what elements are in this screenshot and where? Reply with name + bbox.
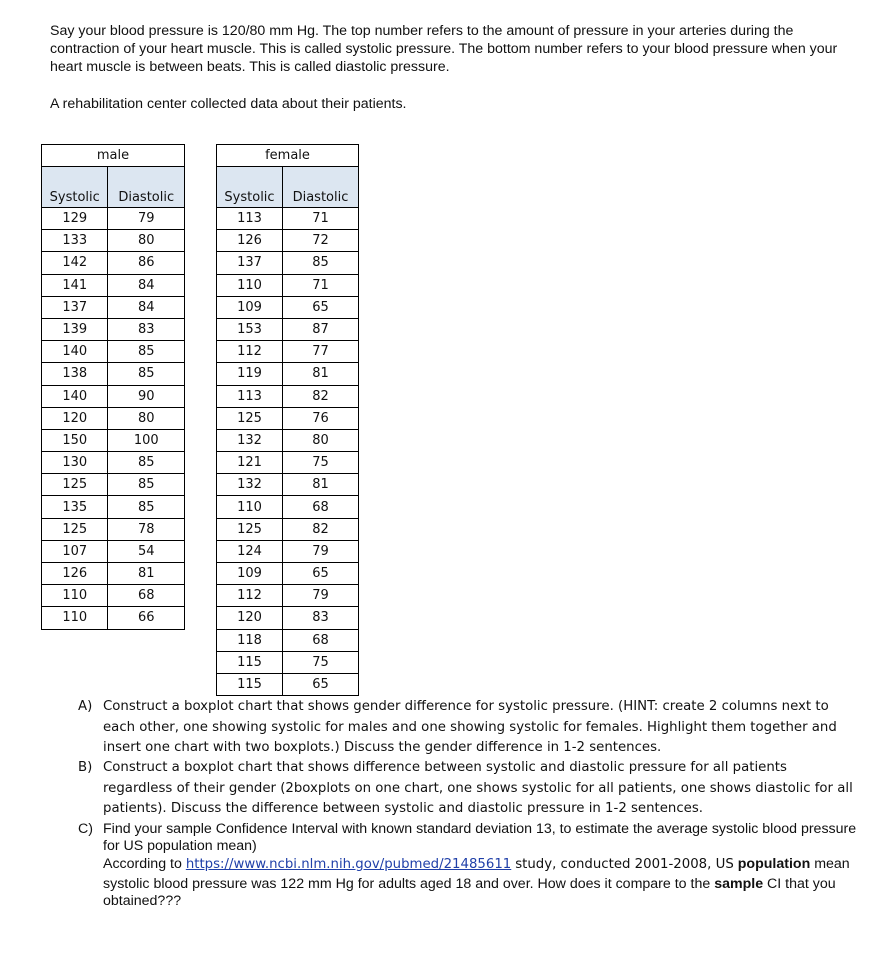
female-table-row — [217, 208, 359, 230]
female-table-row — [217, 607, 359, 629]
context-paragraph: A rehabilitation center collected data about their patients. — [50, 96, 407, 112]
question-c-bold-sample: sample — [714, 875, 764, 892]
male-diastolic-cell: 84 — [108, 274, 185, 296]
female-table-body — [217, 208, 359, 696]
question-c-end: CI that you obtained??? — [103, 875, 836, 909]
question-c-text: Find your sample Confidence Interval with known standard deviation 13, to estimate the average systolic blood pressure for US population mean) — [103, 821, 857, 854]
female-diastolic-cell: 65 — [283, 673, 359, 695]
female-diastolic-cell: 85 — [283, 252, 359, 274]
female-table-row — [217, 385, 359, 407]
male-diastolic-cell: 80 — [108, 230, 185, 252]
female-table-row — [217, 563, 359, 585]
question-a — [78, 697, 858, 757]
male-diastolic-cell: 80 — [108, 407, 185, 429]
male-systolic-cell: 129 — [42, 208, 108, 230]
question-a-marker: A) — [78, 699, 93, 714]
male-table-row — [42, 318, 185, 340]
female-systolic-cell: 113 — [217, 208, 283, 230]
male-table-row — [42, 518, 185, 540]
female-diastolic-cell: 72 — [283, 230, 359, 252]
male-systolic-cell: 150 — [42, 429, 108, 451]
male-diastolic-cell: 85 — [108, 452, 185, 474]
male-systolic-cell: 130 — [42, 452, 108, 474]
female-table-row — [217, 318, 359, 340]
question-a-text: Construct a boxplot chart that shows gender difference for systolic pressure. (HINT: create 2 columns next to each other, one showing systolic for males and one showing systolic for females. Highlight them together and insert one chart with two boxplots.) Discuss the gender difference in 1-2 sentences. — [103, 699, 837, 755]
male-table-row — [42, 563, 185, 585]
female-table-row — [217, 230, 359, 252]
male-systolic-cell: 126 — [42, 563, 108, 585]
female-diastolic-cell: 71 — [283, 208, 359, 230]
male-diastolic-cell: 100 — [108, 429, 185, 451]
question-list — [78, 697, 858, 910]
female-systolic-cell: 125 — [217, 407, 283, 429]
female-diastolic-cell: 75 — [283, 452, 359, 474]
male-diastolic-cell: 84 — [108, 296, 185, 318]
male-table-row — [42, 474, 185, 496]
male-table-row — [42, 407, 185, 429]
male-systolic-cell: 125 — [42, 518, 108, 540]
female-table-row — [217, 363, 359, 385]
male-diastolic-cell: 81 — [108, 563, 185, 585]
female-table-row — [217, 341, 359, 363]
female-systolic-cell: 109 — [217, 296, 283, 318]
male-diastolic-cell: 68 — [108, 585, 185, 607]
female-systolic-cell: 113 — [217, 385, 283, 407]
female-diastolic-cell: 75 — [283, 651, 359, 673]
male-title: male — [42, 145, 185, 167]
female-table-row — [217, 474, 359, 496]
female-diastolic-cell: 82 — [283, 385, 359, 407]
male-systolic-cell: 140 — [42, 385, 108, 407]
female-systolic-cell: 132 — [217, 474, 283, 496]
female-table-row — [217, 296, 359, 318]
male-diastolic-cell: 90 — [108, 385, 185, 407]
female-systolic-cell: 115 — [217, 673, 283, 695]
male-table-row — [42, 208, 185, 230]
male-table-row — [42, 363, 185, 385]
male-table-row — [42, 540, 185, 562]
male-table-body — [42, 208, 185, 630]
male-table-row — [42, 496, 185, 518]
female-table-row — [217, 496, 359, 518]
female-diastolic-cell: 68 — [283, 629, 359, 651]
male-table-row — [42, 385, 185, 407]
male-systolic-cell: 107 — [42, 540, 108, 562]
female-systolic-cell: 120 — [217, 607, 283, 629]
question-c-study: study, conducted 2001-2008, US — [515, 857, 734, 872]
male-systolic-cell: 140 — [42, 341, 108, 363]
female-systolic-cell: 112 — [217, 341, 283, 363]
female-table-row — [217, 452, 359, 474]
female-systolic-cell: 124 — [217, 540, 283, 562]
female-systolic-cell: 110 — [217, 496, 283, 518]
male-systolic-cell: 139 — [42, 318, 108, 340]
male-table-row — [42, 341, 185, 363]
female-diastolic-cell: 82 — [283, 518, 359, 540]
female-systolic-cell: 153 — [217, 318, 283, 340]
female-diastolic-cell: 77 — [283, 341, 359, 363]
female-table-row — [217, 585, 359, 607]
female-systolic-cell: 115 — [217, 651, 283, 673]
female-diastolic-header: Diastolic — [283, 167, 359, 208]
male-systolic-cell: 142 — [42, 252, 108, 274]
male-systolic-cell: 135 — [42, 496, 108, 518]
question-c-bold-population: population — [737, 856, 811, 872]
female-systolic-cell: 132 — [217, 429, 283, 451]
male-table-row — [42, 230, 185, 252]
male-table-row — [42, 585, 185, 607]
male-diastolic-cell: 83 — [108, 318, 185, 340]
female-systolic-cell: 110 — [217, 274, 283, 296]
female-systolic-cell: 126 — [217, 230, 283, 252]
male-table-row — [42, 252, 185, 274]
female-diastolic-cell: 87 — [283, 318, 359, 340]
question-c-according: According to — [103, 856, 182, 872]
female-systolic-cell: 112 — [217, 585, 283, 607]
male-diastolic-cell: 79 — [108, 208, 185, 230]
question-c-marker: C) — [78, 821, 93, 837]
male-systolic-cell: 133 — [42, 230, 108, 252]
male-systolic-cell: 125 — [42, 474, 108, 496]
female-diastolic-cell: 65 — [283, 296, 359, 318]
female-table-row — [217, 673, 359, 695]
intro-paragraph: Say your blood pressure is 120/80 mm Hg. The top number refers to the amount of pressure in your arteries during the contraction of your heart muscle. This is called systolic pressure. The bottom number refers to your blood pressure when your heart muscle is between beats. This is called diastolic pressure. — [50, 23, 838, 75]
male-diastolic-cell: 85 — [108, 363, 185, 385]
male-table — [41, 144, 185, 630]
male-diastolic-cell: 85 — [108, 341, 185, 363]
female-title: female — [217, 145, 359, 167]
female-table-row — [217, 518, 359, 540]
male-systolic-cell: 110 — [42, 607, 108, 629]
female-diastolic-cell: 81 — [283, 363, 359, 385]
female-diastolic-cell: 65 — [283, 563, 359, 585]
female-systolic-cell: 125 — [217, 518, 283, 540]
female-systolic-cell: 137 — [217, 252, 283, 274]
female-diastolic-cell: 79 — [283, 585, 359, 607]
male-table-row — [42, 452, 185, 474]
question-c-mid: mean systolic blood pressure was 122 mm Hg for adults aged 18 and over. How does it compare to the — [103, 856, 850, 892]
female-diastolic-cell: 68 — [283, 496, 359, 518]
male-systolic-cell: 110 — [42, 585, 108, 607]
male-table-row — [42, 429, 185, 451]
female-diastolic-cell: 80 — [283, 429, 359, 451]
male-diastolic-cell: 54 — [108, 540, 185, 562]
question-c — [78, 821, 858, 910]
male-systolic-cell: 138 — [42, 363, 108, 385]
male-diastolic-cell: 78 — [108, 518, 185, 540]
female-diastolic-cell: 79 — [283, 540, 359, 562]
male-diastolic-cell: 66 — [108, 607, 185, 629]
female-table-row — [217, 274, 359, 296]
male-systolic-header: Systolic — [42, 167, 108, 208]
female-table-row — [217, 429, 359, 451]
female-diastolic-cell: 76 — [283, 407, 359, 429]
female-table-row — [217, 540, 359, 562]
female-table-row — [217, 252, 359, 274]
female-systolic-cell: 119 — [217, 363, 283, 385]
question-b-marker: B) — [78, 760, 93, 775]
male-systolic-cell: 137 — [42, 296, 108, 318]
female-systolic-header: Systolic — [217, 167, 283, 208]
male-systolic-cell: 120 — [42, 407, 108, 429]
male-diastolic-cell: 86 — [108, 252, 185, 274]
female-table-row — [217, 629, 359, 651]
study-link[interactable]: https://www.ncbi.nlm.nih.gov/pubmed/21485611 — [185, 857, 512, 872]
male-table-row — [42, 274, 185, 296]
male-table-row — [42, 296, 185, 318]
question-b — [78, 758, 858, 820]
question-b-text: Construct a boxplot chart that shows difference between systolic and diastolic pressure for all patients regardless of their gender (2boxplots on one chart, one shows systolic for all patients, one shows diastolic for all patients). Discuss the difference between systolic and diastolic pressure in 1-2 sentences. — [103, 760, 853, 816]
female-systolic-cell: 109 — [217, 563, 283, 585]
male-diastolic-cell: 85 — [108, 474, 185, 496]
female-systolic-cell: 118 — [217, 629, 283, 651]
male-diastolic-header: Diastolic — [108, 167, 185, 208]
female-table — [216, 144, 359, 696]
female-diastolic-cell: 83 — [283, 607, 359, 629]
male-systolic-cell: 141 — [42, 274, 108, 296]
female-table-row — [217, 407, 359, 429]
male-table-row — [42, 607, 185, 629]
female-systolic-cell: 121 — [217, 452, 283, 474]
female-diastolic-cell: 71 — [283, 274, 359, 296]
female-diastolic-cell: 81 — [283, 474, 359, 496]
male-diastolic-cell: 85 — [108, 496, 185, 518]
female-table-row — [217, 651, 359, 673]
